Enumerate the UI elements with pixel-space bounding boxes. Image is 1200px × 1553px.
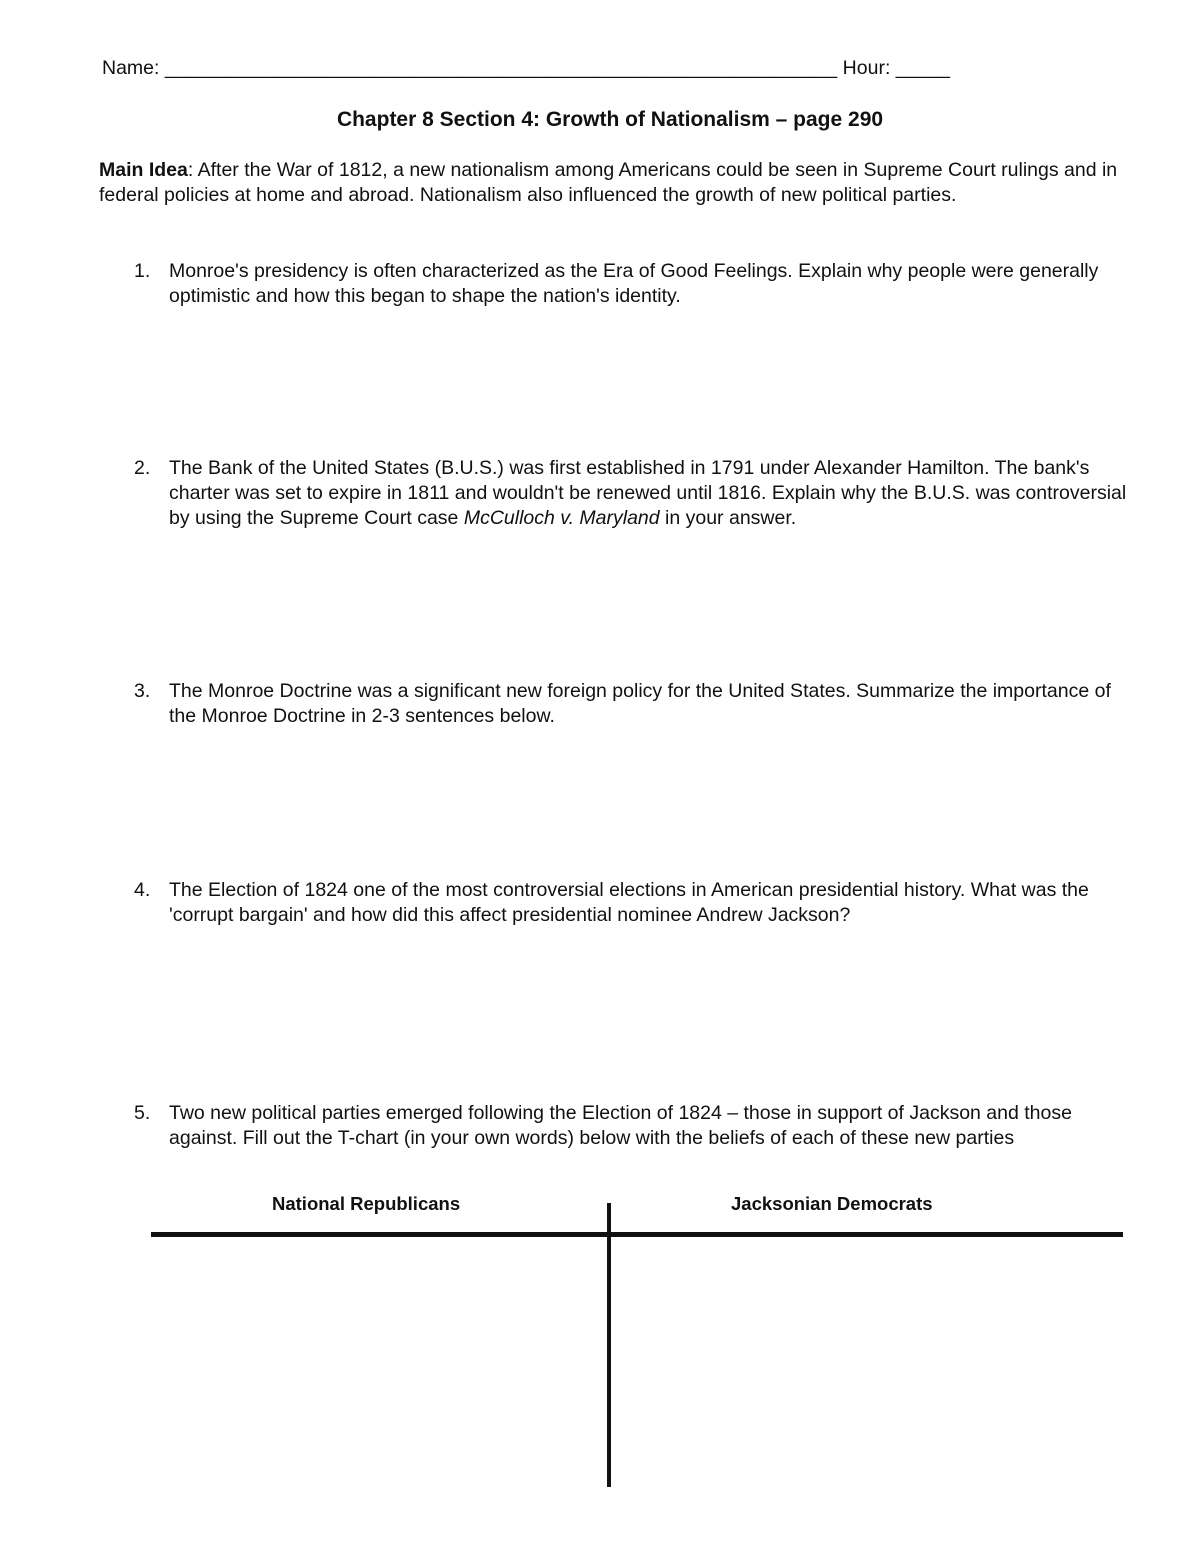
question-number: 4.	[134, 879, 151, 901]
tchart-horizontal-line	[151, 1232, 1123, 1237]
main-idea-label: Main Idea	[99, 159, 188, 181]
question-text: Two new political parties emerged following the Election of 1824 – those in support of Jackson and those against. Fill out the T-chart (in your own words) below with the beliefs of each of these new parties	[169, 1102, 1072, 1149]
question-number: 5.	[134, 1102, 151, 1124]
hour-label: Hour:	[842, 57, 891, 79]
tchart-right-heading: Jacksonian Democrats	[731, 1193, 933, 1214]
question-text	[169, 456, 1134, 531]
question-text-part: in your answer.	[659, 507, 797, 529]
question-text: The Election of 1824 one of the most controversial elections in American presidential history. What was the 'corrupt bargain' and how did this affect presidential nominee Andrew Jackson?	[169, 879, 1089, 926]
question-number: 3.	[134, 680, 151, 702]
question-text-part: The Bank of the United States (B.U.S.) was first established in 1791 under Alexander Hamilton. The bank's charter was set to expire in 1811 and wouldn't be renewed until 1816. Explain why the B.U.S. was controversial by using the Supreme Court case	[169, 457, 1127, 529]
question-number: 1.	[134, 260, 151, 282]
page-title: Chapter 8 Section 4: Growth of Nationalism – page 290	[336, 108, 884, 131]
main-idea	[99, 158, 1129, 208]
question-text: Monroe's presidency is often characterized as the Era of Good Feelings. Explain why people were generally optimistic and how this began to shape the nation's identity.	[169, 260, 1099, 307]
question-text: The Monroe Doctrine was a significant new foreign policy for the United States. Summarize the importance of the Monroe Doctrine in 2-3 sentences below.	[169, 680, 1111, 727]
hour-blank[interactable]: _____	[895, 57, 951, 79]
tchart-left-heading: National Republicans	[272, 1193, 461, 1214]
case-name: McCulloch v. Maryland	[463, 507, 660, 529]
tchart-vertical-line	[607, 1203, 611, 1487]
header-line	[102, 57, 950, 80]
main-idea-text: : After the War of 1812, a new nationalism among Americans could be seen in Supreme Court rulings and in federal policies at home and abroad. Nationalism also influenced the growth of new political parties.	[99, 159, 1118, 206]
question-number: 2.	[134, 457, 151, 479]
name-blank[interactable]: ______________________________________________________________	[164, 57, 838, 79]
name-label: Name:	[102, 57, 160, 79]
